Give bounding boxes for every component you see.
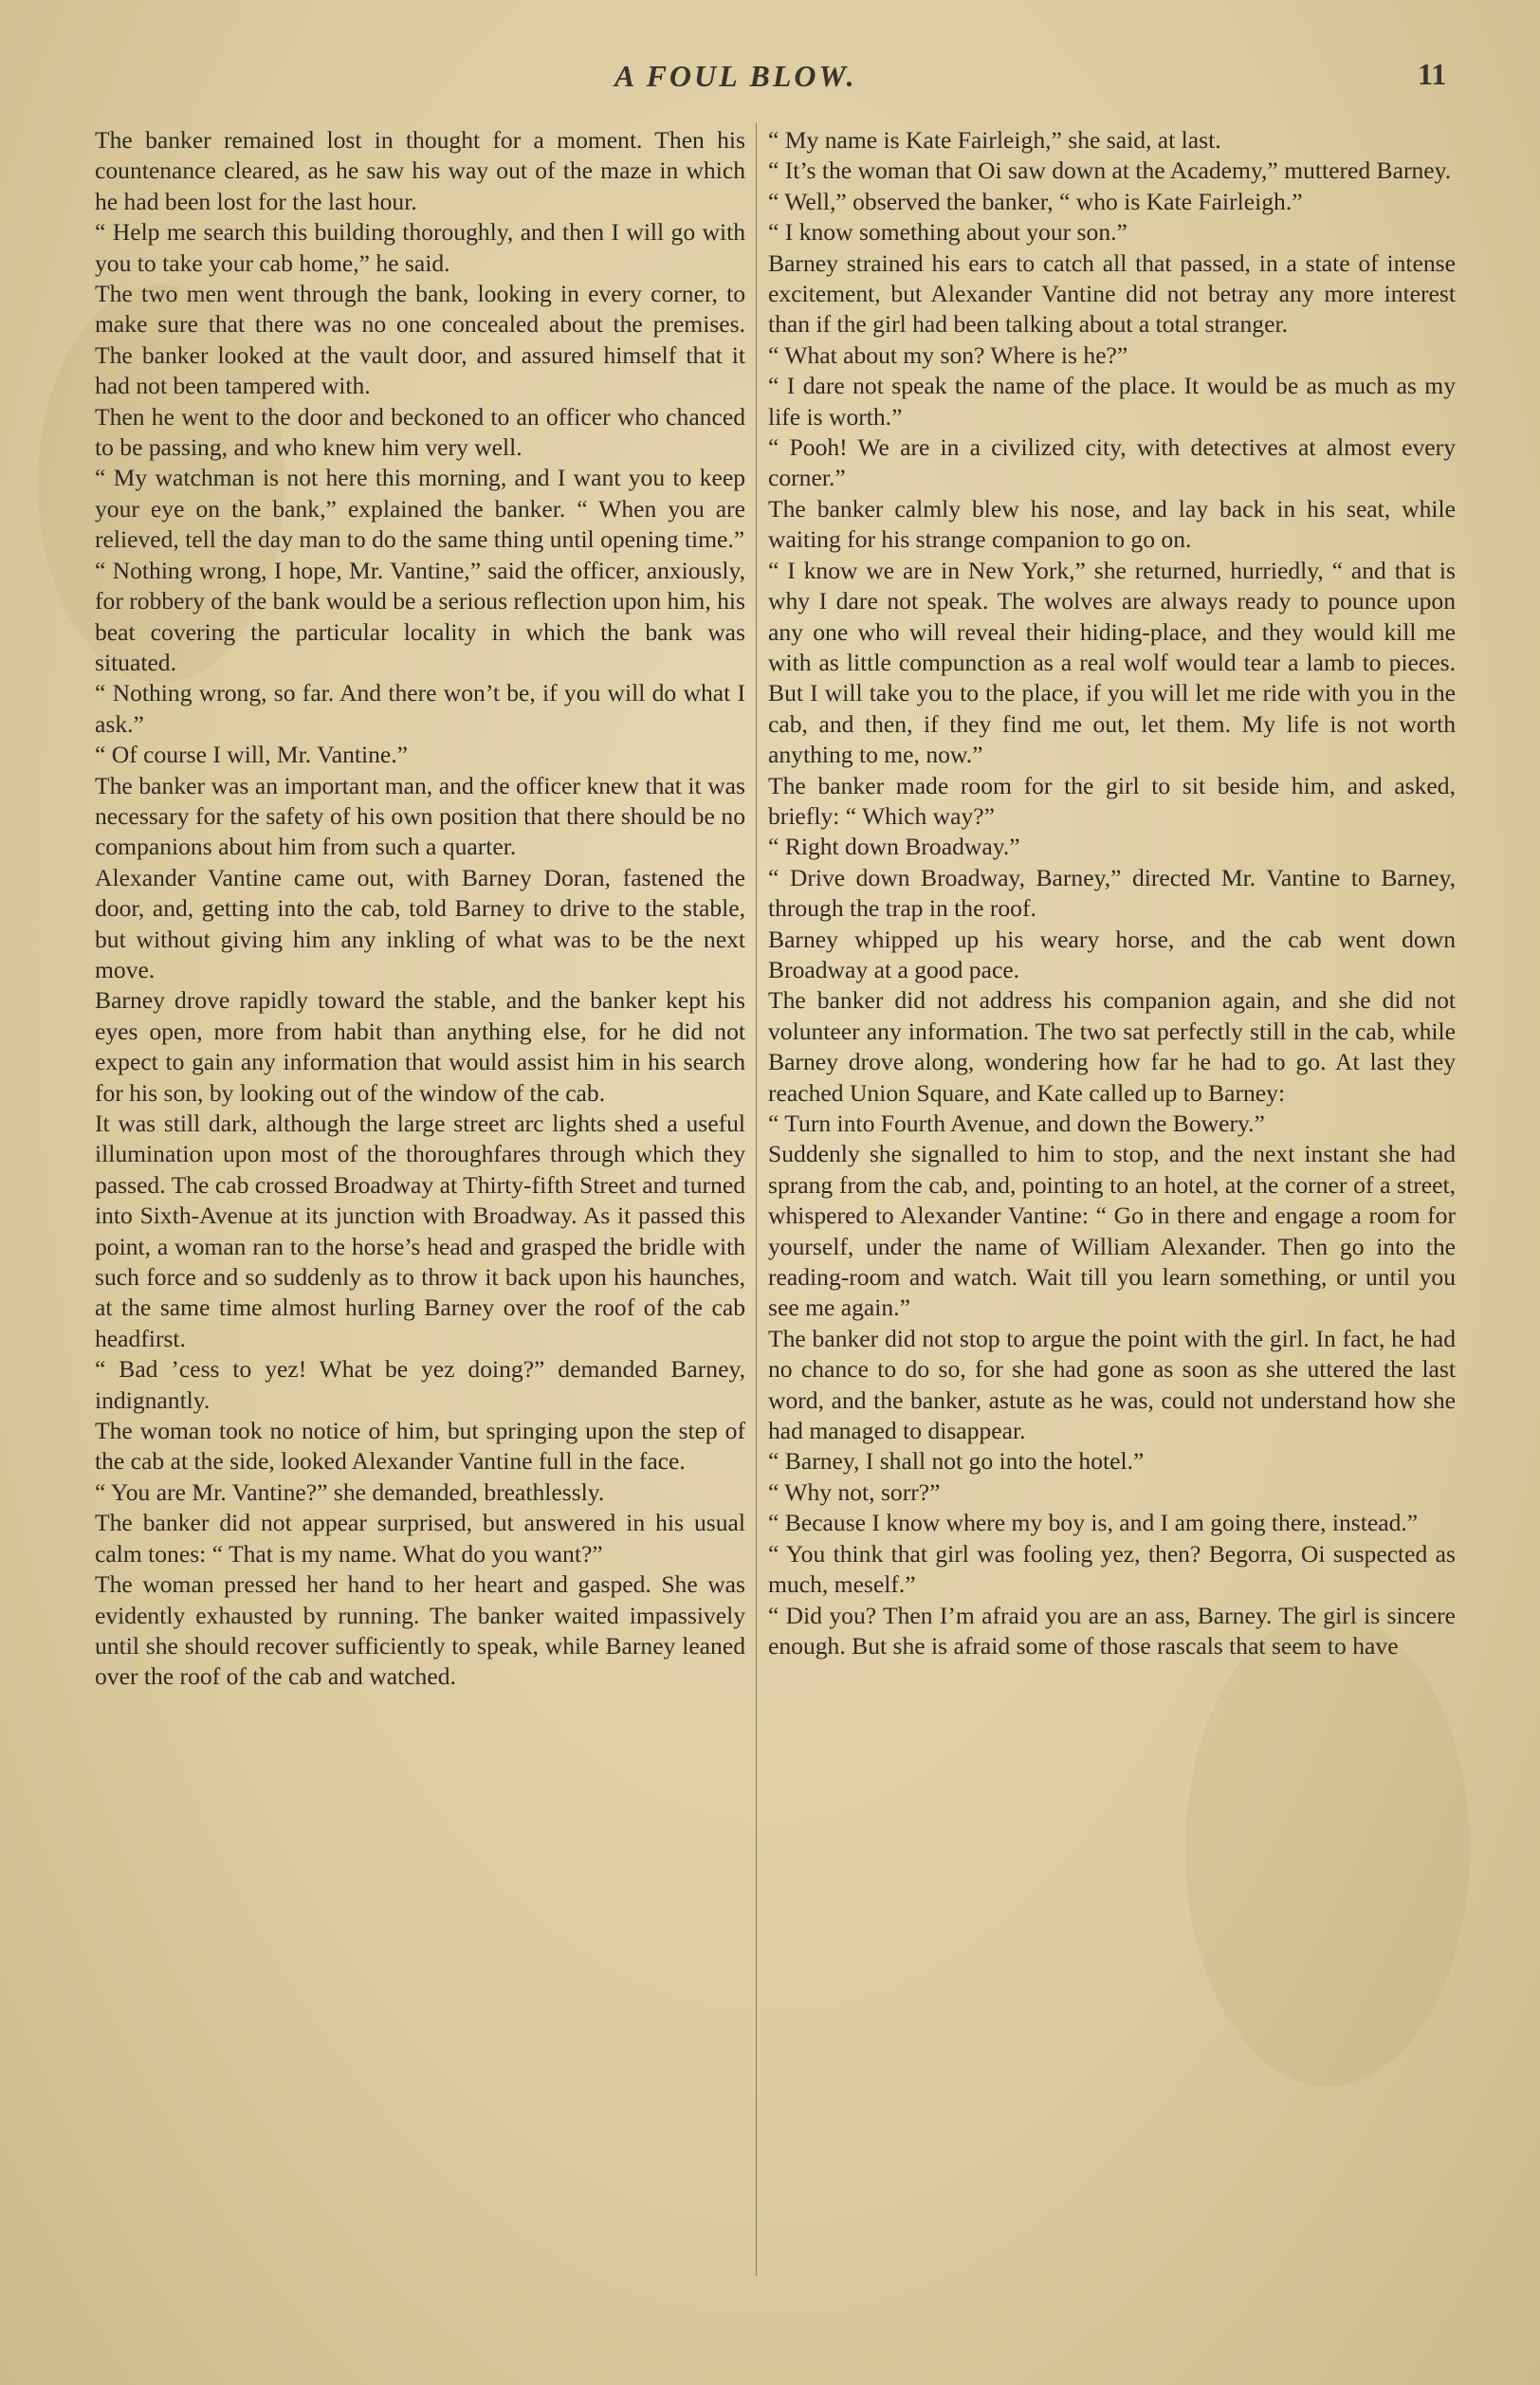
paragraph: “ Why not, sorr?” bbox=[768, 1477, 941, 1506]
running-head-title: A FOUL BLOW. bbox=[614, 59, 857, 93]
paragraph: “ Well,” observed the banker, “ who is Kate Fairleigh.” bbox=[768, 187, 1303, 215]
paragraph: The banker calmly blew his nose, and lay back in his seat, while waiting for his strange companion to go on. bbox=[768, 494, 1456, 554]
paragraph: “ My name is Kate Fairleigh,” she said, at last. bbox=[768, 126, 1221, 154]
paragraph: The banker did not stop to argue the point with the girl. In fact, he had no chance to do so, for she had gone as soon as she uttered the last word, and the banker, astute as he was, could not understand how she had managed to disappear. bbox=[768, 1324, 1456, 1445]
paragraph: Barney whipped up his weary horse, and the cab went down Broadway at a good pace. bbox=[768, 925, 1456, 983]
paragraph: “ Help me search this building thoroughly, and then I will go with you to take your cab home,” he said. bbox=[95, 218, 745, 277]
paragraph: “ Pooh! We are in a civilized city, with detectives at almost every corner.” bbox=[768, 433, 1456, 492]
paragraph: “ Barney, I shall not go into the hotel.” bbox=[768, 1447, 1145, 1476]
paragraph: The woman took no notice of him, but springing upon the step of the cab at the side, looked Alexander Vantine full in the face. bbox=[95, 1417, 745, 1476]
paragraph: “ I know something about your son.” bbox=[768, 218, 1128, 247]
paragraph: Then he went to the door and beckoned to an officer who chanced to be passing, and who knew him very well. bbox=[95, 402, 745, 462]
paragraph: “ Turn into Fourth Avenue, and down the Bowery.” bbox=[768, 1110, 1265, 1137]
paragraph: The banker was an important man, and the officer knew that it was necessary for the safety of his own position that there should be no companions about him from such a quarter. bbox=[95, 771, 745, 861]
paragraph: The two men went through the bank, looking in every corner, to make sure that there was no one concealed about the premises. The banker looked at the vault door, and assured himself that it had not been tampered with. bbox=[95, 280, 745, 400]
paragraph: “ I dare not speak the name of the place. It would be as much as my life is worth.” bbox=[768, 372, 1456, 431]
paragraph: The banker did not appear surprised, but answered in his usual calm tones: “ That is my name. What do you want?” bbox=[95, 1509, 745, 1568]
paragraph: “ You think that girl was fooling yez, then? Begorra, Oi suspected as much, meself.” bbox=[768, 1539, 1456, 1599]
paragraph: “ Nothing wrong, so far. And there won’t be, if you will do what I ask.” bbox=[95, 679, 745, 738]
paragraph: Barney strained his ears to catch all that passed, in a state of intense excitement, but Alexander Vantine did not betray any more interest than if the girl had been talking about a total stranger. bbox=[768, 248, 1456, 339]
paragraph: Suddenly she signalled to him to stop, and the next instant she had sprang from the cab, and, pointing to an hotel, at the corner of a street, whispered to Alexander Vantine: “ Go in there and engage a room for yourself, under the name of William Alexander. Then go into the reading-room and watch. Wait till you learn something, or until you see me again.” bbox=[768, 1140, 1456, 1322]
paragraph: “ Drive down Broadway, Barney,” directed Mr. Vantine to Barney, through the trap in the roof. bbox=[768, 863, 1456, 923]
paragraph: The banker did not address his companion again, and she did not volunteer any information. The two sat perfectly still in the cab, while Barney drove along, wondering how far he had to go. At last they reached Union Square, and Kate called up to Barney: bbox=[768, 986, 1456, 1107]
left-column bbox=[95, 125, 745, 1693]
paragraph: It was still dark, although the large street arc lights shed a useful illumination upon most of the thoroughfares through which they passed. The cab crossed Broadway at Thirty-fifth Street and turned into Sixth-Avenue at its junction with Broadway. As it passed this point, a woman ran to the horse’s head and grasped the bridle with such force and so suddenly as to throw it back upon his haunches, at the same time almost hurling Barney over the roof of the cab headfirst. bbox=[95, 1110, 745, 1352]
paragraph: The woman pressed her hand to her heart and gasped. She was evidently exhausted by running. The banker waited impassively until she should recover sufficiently to speak, while Barney leaned over the roof of the cab and watched. bbox=[95, 1570, 745, 1691]
paragraph: Alexander Vantine came out, with Barney Doran, fastened the door, and, getting into the cab, told Barney to drive to the stable, but without giving him any inkling of what was to be the next move. bbox=[95, 863, 745, 983]
paragraph: The banker remained lost in thought for a moment. Then his countenance cleared, as he saw his way out of the maze in which he had been lost for the last hour. bbox=[95, 126, 745, 215]
paper-stain bbox=[1185, 1612, 1470, 2086]
column-divider bbox=[756, 123, 757, 2276]
right-column bbox=[768, 125, 1456, 1661]
paragraph: Barney drove rapidly toward the stable, and the banker kept his eyes open, more from habit than anything else, for he did not expect to gain any information that would assist him in his search for his son, by looking out of the window of the cab. bbox=[95, 986, 745, 1107]
page-number: 11 bbox=[1418, 57, 1447, 91]
paragraph: “ It’s the woman that Oi saw down at the Academy,” muttered Barney. bbox=[768, 156, 1452, 185]
paragraph: “ Nothing wrong, I hope, Mr. Vantine,” said the officer, anxiously, for robbery of the bank would be a serious reflection upon him, his beat covering the particular locality in which the bank was situated. bbox=[95, 556, 745, 676]
paragraph: “ Bad ’cess to yez! What be yez doing?” demanded Barney, indignantly. bbox=[95, 1355, 745, 1414]
paragraph: “ Because I know where my boy is, and I am going there, instead.” bbox=[768, 1509, 1419, 1537]
paragraph: “ I know we are in New York,” she returned, hurriedly, “ and that is why I dare not speak. The wolves are always ready to pounce upon any one who will reveal their hiding-place, and they would kill me with as little compunction as a real wolf would tear a lamb to pieces. But I will take you to the place, if you will let me ride with you in the cab, and then, if they find me out, let them. My life is not worth anything to me, now.” bbox=[768, 556, 1456, 769]
paragraph: The banker made room for the girl to sit beside him, and asked, briefly: “ Which way?” bbox=[768, 771, 1456, 830]
paragraph: “ What about my son? Where is he?” bbox=[768, 340, 1128, 369]
paragraph: “ Did you? Then I’m afraid you are an ass, Barney. The girl is sincere enough. But she is afraid some of those rascals that seem to have bbox=[768, 1601, 1456, 1660]
paragraph: “ Of course I will, Mr. Vantine.” bbox=[95, 741, 409, 769]
paragraph: “ You are Mr. Vantine?” she demanded, breathlessly. bbox=[95, 1477, 605, 1506]
paragraph: “ Right down Broadway.” bbox=[768, 833, 1020, 861]
paragraph: “ My watchman is not here this morning, and I want you to keep your eye on the bank,” explained the banker. “ When you are relieved, tell the day man to do the same thing until opening time.” bbox=[95, 464, 745, 554]
